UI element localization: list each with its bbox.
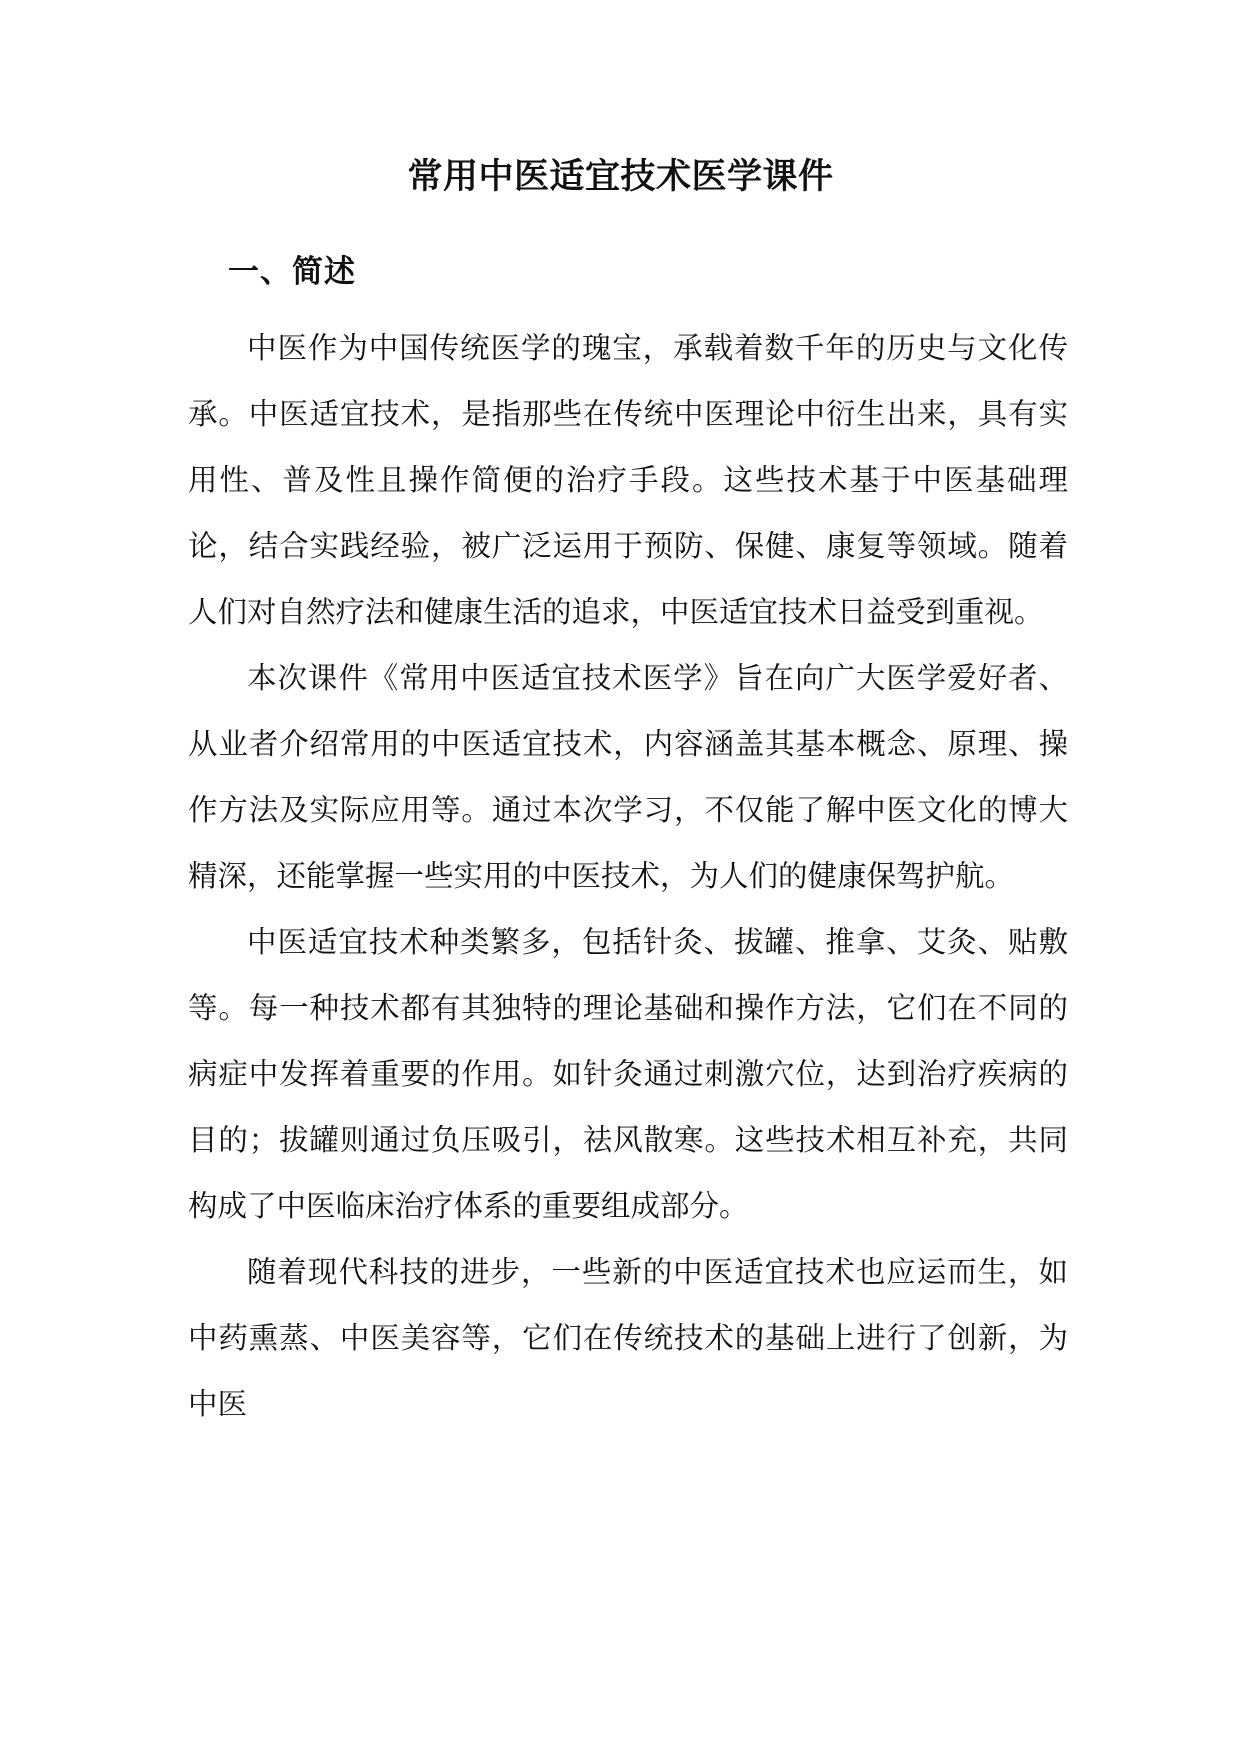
paragraph: 中医适宜技术种类繁多，包括针灸、拔罐、推拿、艾灸、贴敷等。每一种技术都有其独特的理论基础和操作方法，它们在不同的病症中发挥着重要的作用。如针灸通过刺激穴位，达到治疗疾病的目的；拔罐则通过负压吸引，祛风散寒。这些技术相互补充，共同构成了中医临床治疗体系的重要组成部分。 xyxy=(188,925,1068,1223)
paragraph: 随着现代科技的进步，一些新的中医适宜技术也应运而生，如中药熏蒸、中医美容等，它们在传统技术的基础上进行了创新，为中医 xyxy=(188,1255,1068,1421)
section-body xyxy=(188,315,1068,1437)
document-title: 常用中医适宜技术医学课件 xyxy=(407,156,834,197)
paragraph: 本次课件《常用中医适宜技术医学》旨在向广大医学爱好者、从业者介绍常用的中医适宜技术，内容涵盖其基本概念、原理、操作方法及实际应用等。通过本次学习，不仅能了解中医文化的博大精深，还能掌握一些实用的中医技术，为人们的健康保驾护航。 xyxy=(188,661,1068,893)
paragraph: 中医作为中国传统医学的瑰宝，承载着数千年的历史与文化传承。中医适宜技术，是指那些在传统中医理论中衍生出来，具有实用性、普及性且操作简便的治疗手段。这些技术基于中医基础理论，结合实践经验，被广泛运用于预防、保健、康复等领域。随着人们对自然疗法和健康生活的追求，中医适宜技术日益受到重视。 xyxy=(188,331,1068,629)
section-heading: 一、简述 xyxy=(228,254,356,290)
